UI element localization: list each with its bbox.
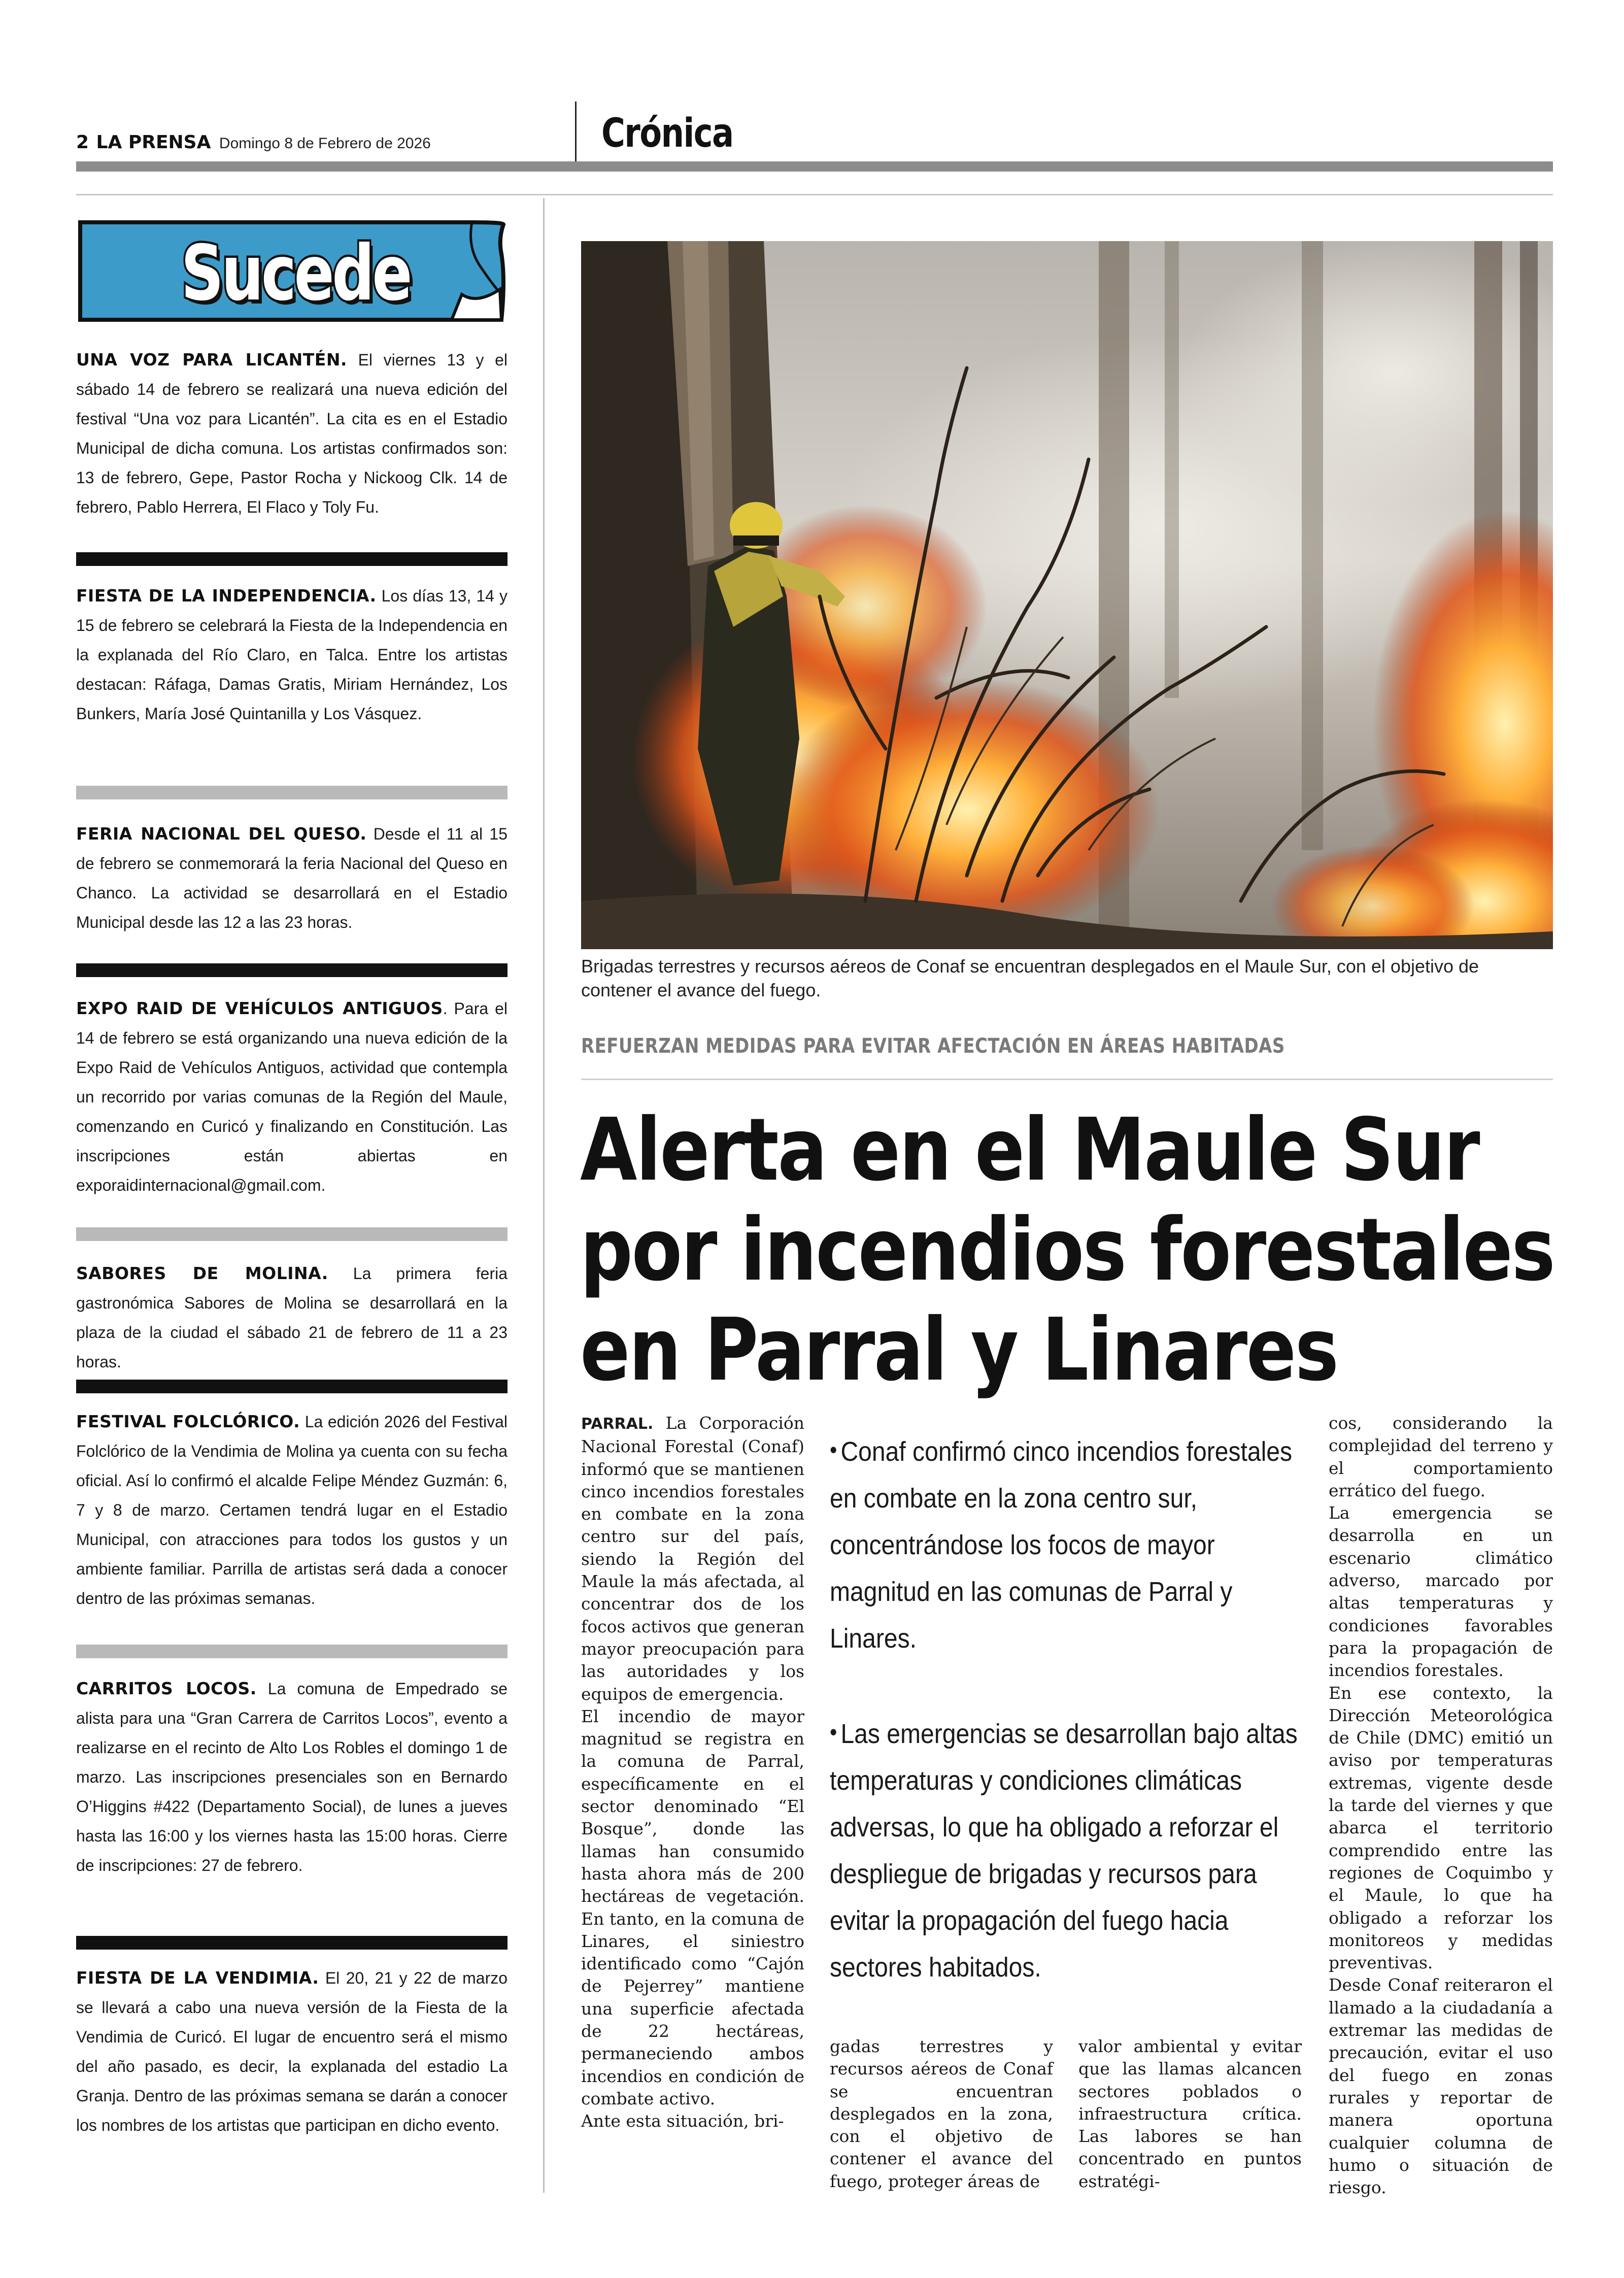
wildfire-photo xyxy=(581,241,1553,949)
paragraph: cos, considerando la complejidad del terreno y el comportamiento errático del fuego. xyxy=(1329,1413,1553,1500)
event-item xyxy=(76,994,507,1200)
sidebar-title: Sucede xyxy=(181,229,410,318)
page-header xyxy=(76,102,1553,168)
event-text: La edición 2026 del Festival Folclórico de la Vendimia de Molina ya cuenta con su fecha oficial. Así lo confirmó el alcalde Felipe Méndez Guzmán: 6, 7 y 8 de marzo. Certamen tendrá lugar en el Estadio Municipal, con atracciones para todos los gustos y un ambiente familiar. Parrilla de artistas será dada a conocer dentro de las próximas semanas. xyxy=(76,1413,508,1607)
article-headline xyxy=(580,1100,1554,1400)
dateline: PARRAL. xyxy=(581,1415,654,1433)
article-column-2 xyxy=(830,2035,1053,2193)
event-item xyxy=(76,581,507,728)
event-item xyxy=(76,1407,507,1613)
paragraph: La emergencia se desarrolla en un escenario climático adverso, marcado por altas temperaturas y condiciones favorables para la propagación de incendios forestales. xyxy=(1329,1503,1553,1681)
headline-line: por incendios forestales xyxy=(580,1200,1554,1300)
item-separator xyxy=(76,552,507,566)
event-text: La primera feria gastronómica Sabores de Molina se desarrollará en la plaza de la ciudad el sábado 21 de febrero de 11 a 23 horas. xyxy=(76,1264,508,1371)
column-divider xyxy=(543,198,545,2193)
item-separator xyxy=(76,1936,507,1950)
article-column-1 xyxy=(581,1412,804,2133)
event-text: Los días 13, 14 y 15 de febrero se celebrará la Fiesta de la Independencia en la explanada del Río Claro, en Talca. Entre los artistas destacan: Ráfaga, Damas Gratis, Miriam Hernández, Los Bunkers, María José Quintanilla y Los Vásquez. xyxy=(76,587,507,723)
paragraph: gadas terrestres y recursos aéreos de Conaf se encuentran desplegados en la zona, con el objetivo de contener el avance del fuego, proteger áreas de xyxy=(830,2036,1053,2191)
page-number: 2 xyxy=(76,132,89,153)
section-title: Crónica xyxy=(601,111,733,156)
paragraph: En ese contexto, la Dirección Meteorológica de Chile (DMC) emitió un aviso por temperaturas extremas, vigente desde la tarde del viernes y que abarca el territorio comprendido entre las regiones de Coquimbo y el Maule, lo que ha obligado a reforzar los monitoreos y medidas preventivas. xyxy=(1329,1683,1553,1973)
bullet-icon: • xyxy=(830,1719,837,1745)
event-title: UNA VOZ PARA LICANTÉN. xyxy=(76,350,347,370)
paragraph: El incendio de mayor magnitud se registra en la comuna de Parral, específicamente en el sector denominado “El Bosque”, donde las llamas han consumido hasta ahora más de 200 hectáreas de vegetación. En tanto, en la comuna de Linares, el siniestro identificado como “Cajón de Pejerrey” mantiene una superficie afectada de 22 hectáreas, permaneciendo ambos incendios en condición de combate activo. xyxy=(581,1706,804,2108)
issue-date: Domingo 8 de Febrero de 2026 xyxy=(219,135,431,152)
event-item xyxy=(76,1963,507,2140)
event-item xyxy=(76,1259,507,1377)
event-text: El viernes 13 y el sábado 14 de febrero se realizará una nueva edición del festival “Una voz para Licantén”. La cita es en el Estadio Municipal de dicha comuna. Los artistas confirmados son: 13 de febrero, Gepe, Pastor Rocha y Nickoog Clk. 14 de febrero, Pablo Herrera, El Flaco y Toly Fu. xyxy=(76,351,508,516)
event-title: CARRITOS LOCOS. xyxy=(76,1679,257,1698)
event-title: FERIA NACIONAL DEL QUESO. xyxy=(76,824,367,844)
item-separator xyxy=(76,1227,507,1241)
event-title: SABORES DE MOLINA. xyxy=(76,1263,328,1283)
event-text: . Para el 14 de febrero se está organizando una nueva edición de la Expo Raid de Vehículos Antiguos, actividad que contempla un recorrido por varias comunas de la Región del Maule, comenzando en Curicó y finalizando en Constitución. Las inscripciones están abiertas en exporaidinternacional@gmail.com. xyxy=(76,999,507,1194)
headline-line: Alerta en el Maule Sur xyxy=(580,1100,1479,1200)
photo-illustration xyxy=(581,241,1553,949)
event-item xyxy=(76,1674,507,1880)
event-item xyxy=(76,345,507,522)
header-thin-rule xyxy=(76,194,1553,195)
newspaper-name: LA PRENSA xyxy=(96,132,211,153)
item-separator xyxy=(76,1380,507,1393)
paragraph: Ante esta situación, bri- xyxy=(581,2111,784,2131)
event-text: Desde el 11 al 15 de febrero se conmemorará la feria Nacional del Queso en Chanco. La actividad se desarrollará en el Estadio Municipal desde las 12 a las 23 horas. xyxy=(76,825,507,931)
article-column-4 xyxy=(1329,1412,1553,2199)
event-item xyxy=(76,819,507,937)
item-separator xyxy=(76,1645,507,1658)
paragraph: valor ambiental y evitar que las llamas alcancen sectores poblados o infraestructura crítica. Las labores se han concentrado en puntos estratégi- xyxy=(1078,2036,1302,2191)
item-separator xyxy=(76,786,507,799)
bullet-icon: • xyxy=(830,1436,837,1463)
event-title: FIESTA DE LA INDEPENDENCIA. xyxy=(76,586,377,606)
paragraph: PARRAL. La Corporación Nacional Forestal (Conaf) informó que se mantienen cinco incendios forestales en combate en la zona centro sur del país, siendo la Región del Maule la más afectada, al concentrar dos de los focos activos que generan mayor preocupación para las autoridades y los equipos de emergencia. xyxy=(581,1413,804,1704)
event-text: La comuna de Empedrado se alista para una “Gran Carrera de Carritos Locos”, evento a realizarse en el recinto de Alto Los Robles el domingo 1 de marzo. Las inscripciones presenciales son en Bernardo O’Higgins #422 (Departamento Social), de lunes a jueves hasta las 16:00 y los viernes hasta las 15:00 horas. Cierre de inscripciones: 27 de febrero. xyxy=(76,1680,508,1874)
folio xyxy=(76,132,431,153)
header-rule xyxy=(76,161,1553,172)
event-title: FESTIVAL FOLCLÓRICO. xyxy=(76,1412,300,1431)
kicker-rule xyxy=(581,1079,1553,1080)
event-title: EXPO RAID DE VEHÍCULOS ANTIGUOS xyxy=(76,998,443,1018)
item-separator xyxy=(76,963,507,977)
event-text: El 20, 21 y 22 de marzo se llevará a cabo una nueva versión de la Fiesta de la Vendimia de Curicó. El lugar de encuentro será el mismo del año pasado, es decir, la explanada del estadio La Granja. Dentro de las próximas semana se darán a conocer los nombres de los artistas que participan en dicho evento. xyxy=(76,1969,508,2134)
paragraph: Desde Conaf reiteraron el llamado a la ciudadanía a extremar las medidas de precaución, evitar el uso del fuego en zonas rurales y reportar de manera oportuna cualquier columna de humo o situación de riesgo. xyxy=(1329,1975,1553,2198)
header-divider xyxy=(575,102,577,165)
article-column-3 xyxy=(1078,2035,1302,2193)
sucede-banner xyxy=(76,218,507,327)
highlights-box xyxy=(830,1426,1302,1991)
event-title: FIESTA DE LA VENDIMIA. xyxy=(76,1968,319,1988)
highlight-item: • Las emergencias se desarrollan bajo altas temperaturas y condiciones climáticas adversas, lo que ha obligado a reforzar el despliegue de brigadas y recursos para evitar la propagación del fuego hacia sectores habitados. xyxy=(830,1719,1298,1983)
highlight-item: • Conaf confirmó cinco incendios forestales en combate en la zona centro sur, concentrándose los focos de mayor magnitud en las comunas de Parral y Linares. xyxy=(830,1436,1293,1654)
article-kicker: REFUERZAN MEDIDAS PARA EVITAR AFECTACIÓN EN ÁREAS HABITADAS xyxy=(581,1034,1285,1058)
headline-line: en Parral y Linares xyxy=(580,1300,1338,1400)
photo-caption: Brigadas terrestres y recursos aéreos de Conaf se encuentran desplegados en el Maule Sur, con el objetivo de contener el avance del fuego. xyxy=(581,956,1479,1000)
